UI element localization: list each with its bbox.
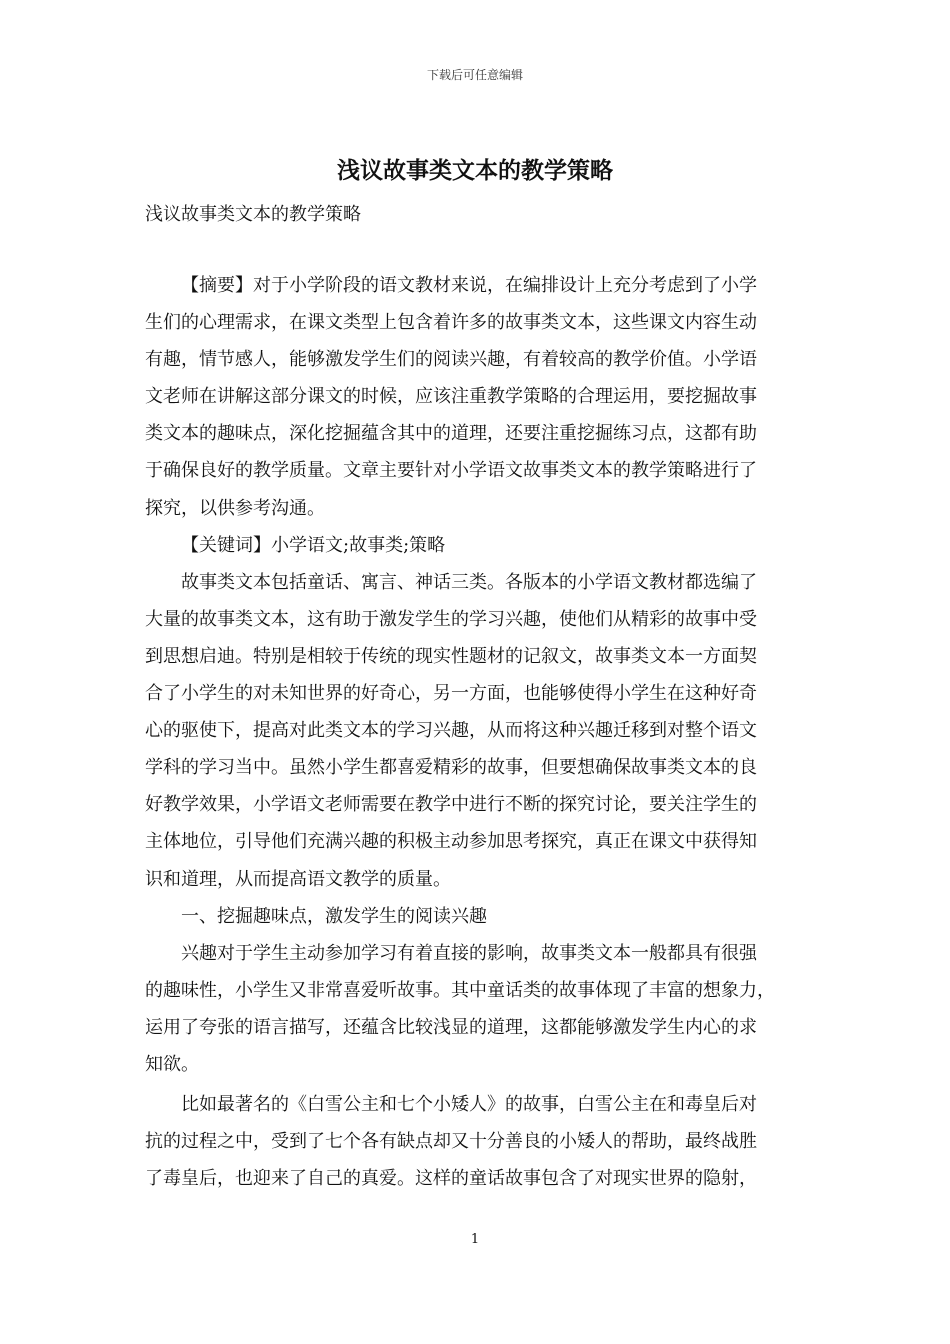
body-line: 主体地位，引导他们充满兴趣的积极主动参加思考探究，真正在课文中获得知 [145,831,757,853]
body-line: 学科的学习当中。虽然小学生都喜爱精彩的故事，但要想确保故事类文本的良 [145,757,757,779]
body-line: 到思想启迪。特别是相较于传统的现实性题材的记叙文，故事类文本一方面契 [145,645,757,667]
body-line: 了毒皇后，也迎来了自己的真爱。这样的童话故事包含了对现实世界的隐射， [145,1168,757,1190]
download-note: 下载后可任意编辑 [426,68,523,82]
keywords-line: 【关键词】小学语文;故事类;策略 [181,534,446,556]
body-line: 知欲。 [145,1053,199,1075]
body-line: 心的驱使下，提高对此类文本的学习兴趣，从而将这种兴趣迁移到对整个语文 [145,720,757,742]
document-subtitle: 浅议故事类文本的教学策略 [145,204,361,225]
body-line: 抗的过程之中，受到了七个各有缺点却又十分善良的小矮人的帮助，最终战胜 [145,1131,757,1153]
body-line: 故事类文本包括童话、寓言、神话三类。各版本的小学语文教材都选编了 [181,571,757,593]
section-heading: 一、挖掘趣味点，激发学生的阅读兴趣 [181,905,487,927]
abstract-line: 生们的心理需求，在课文类型上包含着许多的故事类文本，这些课文内容生动 [145,312,757,334]
abstract-line: 探究，以供参考沟通。 [145,497,325,519]
body-line: 合了小学生的对未知世界的好奇心，另一方面，也能够使得小学生在这种好奇 [145,683,757,705]
page-number: 1 [470,1232,480,1247]
body-line: 兴趣对于学生主动参加学习有着直接的影响，故事类文本一般都具有很强 [181,942,757,964]
body-line: 比如最著名的《白雪公主和七个小矮人》的故事，白雪公主在和毒皇后对 [181,1094,757,1116]
abstract-line: 【摘要】对于小学阶段的语文教材来说，在编排设计上充分考虑到了小学 [181,275,757,296]
abstract-line: 文老师在讲解这部分课文的时候，应该注重教学策略的合理运用，要挖掘故事 [145,386,757,408]
body-line: 大量的故事类文本，这有助于激发学生的学习兴趣，使他们从精彩的故事中受 [145,608,757,630]
abstract-line: 类文本的趣味点，深化挖掘蕴含其中的道理，还要注重挖掘练习点，这都有助 [145,423,757,445]
body-line: 识和道理，从而提高语文教学的质量。 [145,868,451,890]
document-body [145,267,809,1197]
body-line: 运用了夸张的语言描写，还蕴含比较浅显的道理，这都能够激发学生内心的求 [145,1016,757,1038]
abstract-line: 于确保良好的教学质量。文章主要针对小学语文故事类文本的教学策略进行了 [145,460,757,482]
body-line: 好教学效果，小学语文老师需要在教学中进行不断的探究讨论，要关注学生的 [145,794,757,816]
body-line: 的趣味性，小学生又非常喜爱听故事。其中童话类的故事体现了丰富的想象力， [145,979,775,1001]
document-title: 浅议故事类文本的教学策略 [337,157,613,184]
abstract-line: 有趣，情节感人，能够激发学生们的阅读兴趣，有着较高的教学价值。小学语 [145,349,757,371]
